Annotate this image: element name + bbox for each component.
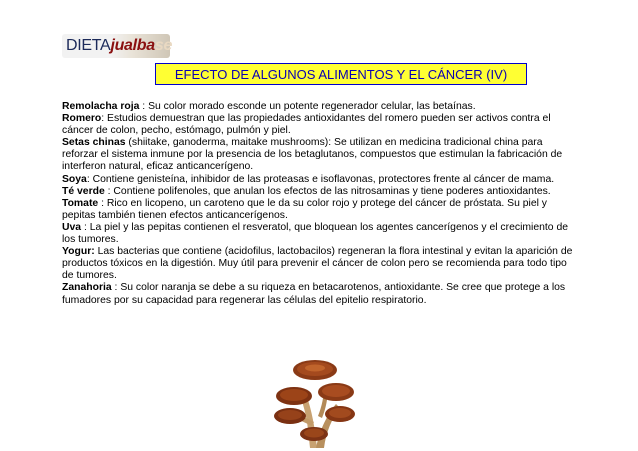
food-item: Soya: Contiene genisteína, inhibidor de las proteasas e isoflavonas, protectores frente al cáncer de mama. <box>62 173 555 185</box>
food-description: (shiitake, ganoderma, maitake mushrooms): Se utilizan en medicina tradicional china para reforzar el sistema inmune por la presencia de los betaglutanos, compuestos que estimulan la fabricación de interferon natural, eficaz anticancerígeno. <box>62 137 563 173</box>
food-name: Zanahoria <box>62 282 112 294</box>
food-name: Tomate <box>62 197 99 209</box>
food-item <box>62 246 577 282</box>
food-description: Estudios demuestran que las propiedades antioxidantes del romero pueden ser activos contra el cáncer de colon, pecho, estómago, pulmón y piel. <box>62 113 551 137</box>
food-item: Zanahoria : Su color naranja se debe a su riqueza en betacarotenos, antioxidante. Se cree que protege a los fumadores por su capacidad para regenerar las células del epitelio respiratorio. <box>62 282 566 306</box>
food-name: Té verde <box>62 185 105 197</box>
food-name: Romero <box>62 113 102 125</box>
food-item <box>62 137 577 173</box>
food-description: Su color naranja se debe a su riqueza en betacarotenos, antioxidante. Se cree que protege a los fumadores por su capacidad para regenerar las células del epitelio respiratorio. <box>62 282 566 306</box>
food-name: Soya <box>62 173 87 185</box>
food-description: Su color morado esconde un potente regenerador celular, las betaínas. <box>148 101 476 112</box>
food-description: La piel y las pepitas contienen el resveratol, que bloquean los agentes cancerígenos y el crecimiento de los tumores. <box>62 221 569 246</box>
food-description: Las bacterias que contiene (acidofilus, lactobacilos) regeneran la flora intestinal y evitan la aparición de productos tóxicos en la digestión. Muy útil para prevenir el cáncer de colon pero se recomienda para todo tipo de tumores. <box>62 246 573 282</box>
food-item: Uva : La piel y las pepitas contienen el resveratol, que bloquean los agentes cancerígenos y el crecimiento de los tumores. <box>62 221 569 246</box>
page-title: EFECTO DE ALGUNOS ALIMENTOS Y EL CÁNCER (IV) <box>155 63 527 85</box>
food-description: Rico en licopeno, un caroteno que le da su color rojo y protege del cáncer de próstata. Su piel y pepitas también tienen efectos anticancerígenos. <box>62 197 548 221</box>
food-item: Tomate : Rico en licopeno, un caroteno que le da su color rojo y protege del cáncer de próstata. Su piel y pepitas también tienen efectos anticancerígenos. <box>62 197 548 221</box>
logo-text-se: se <box>154 37 173 54</box>
mushroom-image <box>270 356 358 448</box>
food-list <box>62 101 577 307</box>
food-description: Contiene polifenoles, que anulan los efectos de las nitrosaminas y tiene poderes antioxidantes. <box>113 185 551 197</box>
logo <box>62 34 173 58</box>
food-name: Setas chinas <box>62 137 126 149</box>
mushroom-caps <box>274 360 355 441</box>
food-description: Contiene genisteína, inhibidor de las proteasas e isoflavonas, protectores frente al cáncer de mama. <box>92 173 555 185</box>
food-item: Romero: Estudios demuestran que las propiedades antioxidantes del romero pueden ser activos contra el cáncer de colon, pecho, estómago, pulmón y piel. <box>62 113 551 137</box>
logo-text-dieta: DIETA <box>66 37 111 54</box>
food-name: Remolacha roja <box>62 101 140 112</box>
food-item: Remolacha roja : Su color morado esconde un potente regenerador celular, las betaínas. <box>62 101 476 112</box>
logo-text-jualba: jualba <box>110 37 155 54</box>
food-item: Té verde : Contiene polifenoles, que anulan los efectos de las nitrosaminas y tiene poderes antioxidantes. <box>62 185 551 197</box>
food-name: Yogur: <box>62 246 95 258</box>
food-name: Uva <box>62 221 82 233</box>
